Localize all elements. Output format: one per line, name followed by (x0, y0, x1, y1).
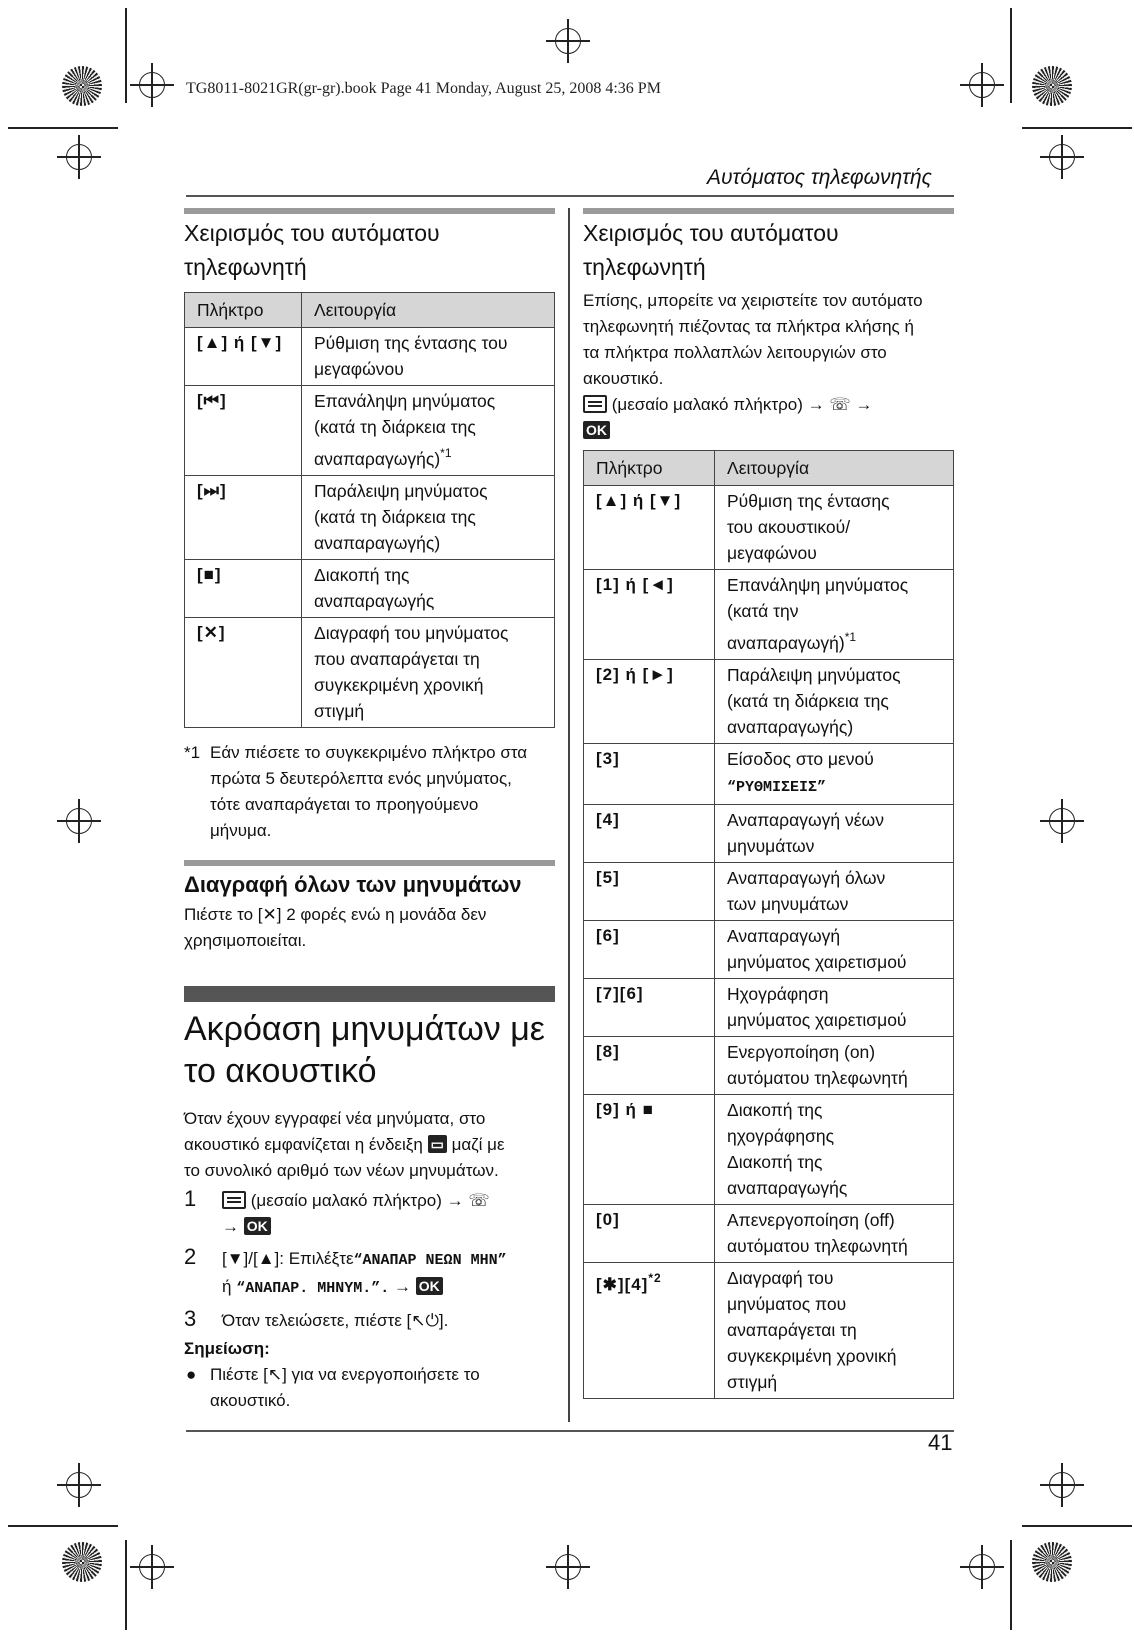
table-function-cell: Ρύθμιση της έντασης του μεγαφώνου (302, 328, 555, 386)
table-function-cell: Αναπαραγωγή νέων μηνυμάτων (715, 805, 954, 863)
table-key-cell: [✕] (185, 618, 302, 728)
left-title-line2: τηλεφωνητή (184, 254, 307, 280)
crop-mark-left-h2 (8, 1525, 118, 1527)
table-header-key: Πλήκτρο (584, 451, 715, 486)
table-function-cell: Αναπαραγωγή όλων των μηνυμάτων (715, 863, 954, 921)
table-row (584, 570, 954, 660)
table-key-cell: [1] ή [◄] (584, 570, 715, 660)
menu-softkey-icon (222, 1191, 246, 1209)
answering-machine-icon: ☏ (468, 1191, 490, 1210)
step-3: 3 Όταν τελειώσετε, πιέστε [↖⏻]. (184, 1306, 449, 1331)
table-key-cell: [8] (584, 1037, 715, 1095)
ok-button-icon: OK (583, 421, 610, 439)
table-key-cell: [⏭] (185, 476, 302, 560)
table-function-cell: Ρύθμιση της έντασης του ακουστικού/ μεγαφώνου (715, 486, 954, 570)
footnote-ref: *1 (844, 630, 857, 644)
right-title-line2: τηλεφωνητή (583, 254, 706, 280)
listen-intro-1: Όταν έχουν εγγραφεί νέα μηνύματα, στο (184, 1109, 486, 1128)
crop-mark-bottom-right (1010, 1540, 1012, 1630)
registration-mark-icon (66, 808, 92, 834)
table-row (584, 863, 954, 921)
answering-machine-icon: ☏ (829, 395, 851, 414)
table-function-cell: Αναπαραγωγή μηνύματος χαιρετισμού (715, 921, 954, 979)
crop-mark-right-h2 (1022, 1525, 1132, 1527)
table-key-cell: [▲] ή [▼] (584, 486, 715, 570)
section-bar (184, 986, 555, 1002)
table-function-cell: Απενεργοποίηση (off) αυτόματου τηλεφωνητή (715, 1205, 954, 1263)
table-row (584, 486, 954, 570)
right-function-table (583, 450, 954, 1399)
delete-all-title: Διαγραφή όλων των μηνυμάτων (184, 872, 522, 897)
table-row (584, 805, 954, 863)
table-function-cell: Επανάληψη μηνύματος (κατά την αναπαραγωγή)$^{*1}$ (715, 570, 954, 660)
table-key-cell: [■] (185, 560, 302, 618)
message-indicator-icon: ▭ (428, 1135, 447, 1153)
registration-mark-icon (1049, 808, 1075, 834)
table-row (584, 744, 954, 805)
step-number: 1 (184, 1186, 197, 1211)
crop-mark-right-h (1022, 127, 1132, 129)
section-title: Αυτόματος τηλεφωνητής (707, 166, 932, 189)
registration-mark-icon (1049, 1472, 1075, 1498)
table-function-cell: Ηχογράφηση μηνύματος χαιρετισμού (715, 979, 954, 1037)
listen-title-line2: το ακουστικό (184, 1052, 377, 1090)
table-header-row (584, 451, 954, 486)
step-number: 3 (184, 1306, 197, 1331)
table-row (584, 979, 954, 1037)
crop-mark-top-right (1010, 8, 1012, 103)
delete-all-text-1: Πιέστε το [✕] 2 φορές ενώ η μονάδα δεν (184, 905, 487, 924)
table-key-cell: [3] (584, 744, 715, 805)
header-rule (186, 195, 954, 197)
table-row (185, 476, 555, 560)
ok-button-icon: OK (244, 1217, 271, 1235)
table-row (185, 328, 555, 386)
table-function-cell: Ενεργοποίηση (on) αυτόματου τηλεφωνητή (715, 1037, 954, 1095)
table-key-cell: [0] (584, 1205, 715, 1263)
table-function-cell: Διαγραφή του μηνύματος που αναπαράγεται τη συγκεκριμένη χρονική στιγμή (715, 1263, 954, 1399)
listen-section (184, 1008, 560, 1414)
registration-mark-icon (139, 72, 165, 98)
registration-mark-icon (969, 1554, 995, 1580)
table-key-cell: [▲] ή [▼] (185, 328, 302, 386)
step-2: 2 [▼]/[▲]: Επιλέξτε“ΑΝΑΠΑΡ ΝΕΩΝ ΜΗΝ” ή “ΑΝΑΠΑΡ. ΜΗΝΥΜ.”. → OK (184, 1244, 507, 1297)
color-target-icon (1032, 66, 1072, 106)
crop-mark-top-left (125, 8, 127, 103)
table-row (584, 1205, 954, 1263)
registration-mark-icon (555, 1554, 581, 1580)
left-title-line1: Χειρισμός του αυτόματου (184, 220, 440, 246)
table-function-cell: Διακοπή της ηχογράφησης Διακοπή της αναπαραγωγής (715, 1095, 954, 1205)
table-row (185, 560, 555, 618)
right-section (583, 216, 957, 1399)
registration-mark-icon (969, 72, 995, 98)
table-row (584, 921, 954, 979)
right-menu-path: (μεσαίο μαλακό πλήκτρο) → ☏ → OK (583, 392, 957, 444)
table-row (185, 618, 555, 728)
table-function-cell: Επανάληψη μηνύματος (κατά τη διάρκεια της αναπαραγωγής)$^{*1}$ (302, 386, 555, 476)
footnote-mark: *1 (184, 743, 201, 762)
registration-mark-icon (66, 1472, 92, 1498)
color-target-icon (62, 66, 102, 106)
right-intro: Επίσης, μπορείτε να χειριστείτε τον αυτόματο τηλεφωνητή πιέζοντας τα πλήκτρα κλήσης ή τα πλήκτρα πολλαπλών λειτουργιών στο ακουστικό. (583, 291, 923, 388)
table-row (584, 1263, 954, 1399)
table-function-cell: Διαγραφή του μηνύματος που αναπαράγεται τη συγκεκριμένη χρονική στιγμή (302, 618, 555, 728)
step-number: 2 (184, 1244, 197, 1269)
subsection-bar (184, 860, 555, 866)
page-number: 41 (928, 1430, 953, 1455)
table-row (584, 1037, 954, 1095)
delete-all-text-2: χρησιμοποιείται. (184, 931, 307, 950)
note-item: ● Πιέστε [↖] για να ενεργοποιήσετε το ακουστικό. (184, 1362, 560, 1414)
registration-mark-icon (555, 28, 581, 54)
menu-softkey-icon (583, 395, 607, 413)
color-target-icon (1032, 1542, 1072, 1582)
footnote-ref: *1 (440, 446, 452, 460)
subsection-bar (184, 208, 555, 214)
registration-mark-icon (139, 1554, 165, 1580)
table-key-cell: [6] (584, 921, 715, 979)
table-header-function: Λειτουργία (715, 451, 954, 486)
table-key-cell: [7][6] (584, 979, 715, 1037)
column-divider (568, 208, 570, 1422)
table-key-cell: [5] (584, 863, 715, 921)
right-title-line1: Χειρισμός του αυτόματου (583, 220, 839, 246)
table-row (584, 660, 954, 744)
table-key-cell: [9] ή ■ (584, 1095, 715, 1205)
table-header-row (185, 293, 555, 328)
delete-all-section (184, 868, 556, 954)
footnote: *1 Εάν πιέσετε το συγκεκριμένο πλήκτρο στα πρώτα 5 δευτερόλεπτα ενός μηνύματος, τότε αναπαράγεται το προηγούμενο μήνυμα. (184, 740, 556, 844)
listen-intro-3: το συνολικό αριθμό των νέων μηνυμάτων. (184, 1161, 499, 1180)
bullet-icon: ● (186, 1365, 197, 1384)
table-row (584, 1095, 954, 1205)
table-row (185, 386, 555, 476)
table-key-cell: [4] (584, 805, 715, 863)
table-function-cell: Παράλειψη μηνύματος (κατά τη διάρκεια της αναπαραγωγής) (715, 660, 954, 744)
footer-rule (186, 1430, 954, 1432)
table-function-cell: Διακοπή της αναπαραγωγής (302, 560, 555, 618)
left-function-table (184, 292, 555, 728)
registration-mark-icon (66, 144, 92, 170)
table-key-cell: [2] ή [►] (584, 660, 715, 744)
table-header-function: Λειτουργία (302, 293, 555, 328)
listen-title-line1: Ακρόαση μηνυμάτων με (184, 1010, 545, 1048)
crop-mark-bottom-left (125, 1540, 127, 1630)
ok-button-icon: OK (416, 1277, 443, 1295)
crop-mark-left-h (8, 127, 118, 129)
table-key-cell: [⏮] (185, 386, 302, 476)
table-header-key: Πλήκτρο (185, 293, 302, 328)
table-function-cell: Είσοδος στο μενού “ΡΥΘΜΙΣΕΙΣ” (715, 744, 954, 805)
listen-intro-2: ακουστικό εμφανίζεται η ένδειξη ▭ μαζί με (184, 1135, 505, 1154)
subsection-bar (583, 208, 954, 214)
table-key-cell: $[✱][4]^{*2}$ (584, 1263, 715, 1399)
color-target-icon (62, 1542, 102, 1582)
table-function-cell: Παράλειψη μηνύματος (κατά τη διάρκεια της αναπαραγωγής) (302, 476, 555, 560)
registration-mark-icon (1049, 144, 1075, 170)
note-title: Σημείωση: (184, 1339, 270, 1358)
book-header-line: TG8011-8021GR(gr-gr).book Page 41 Monday, August 25, 2008 4:36 PM (186, 80, 661, 97)
footnote-ref: *2 (648, 1271, 662, 1285)
step-1: 1 (μεσαίο μαλακό πλήκτρο) → ☏ → OK (184, 1186, 490, 1236)
left-section (184, 216, 556, 844)
